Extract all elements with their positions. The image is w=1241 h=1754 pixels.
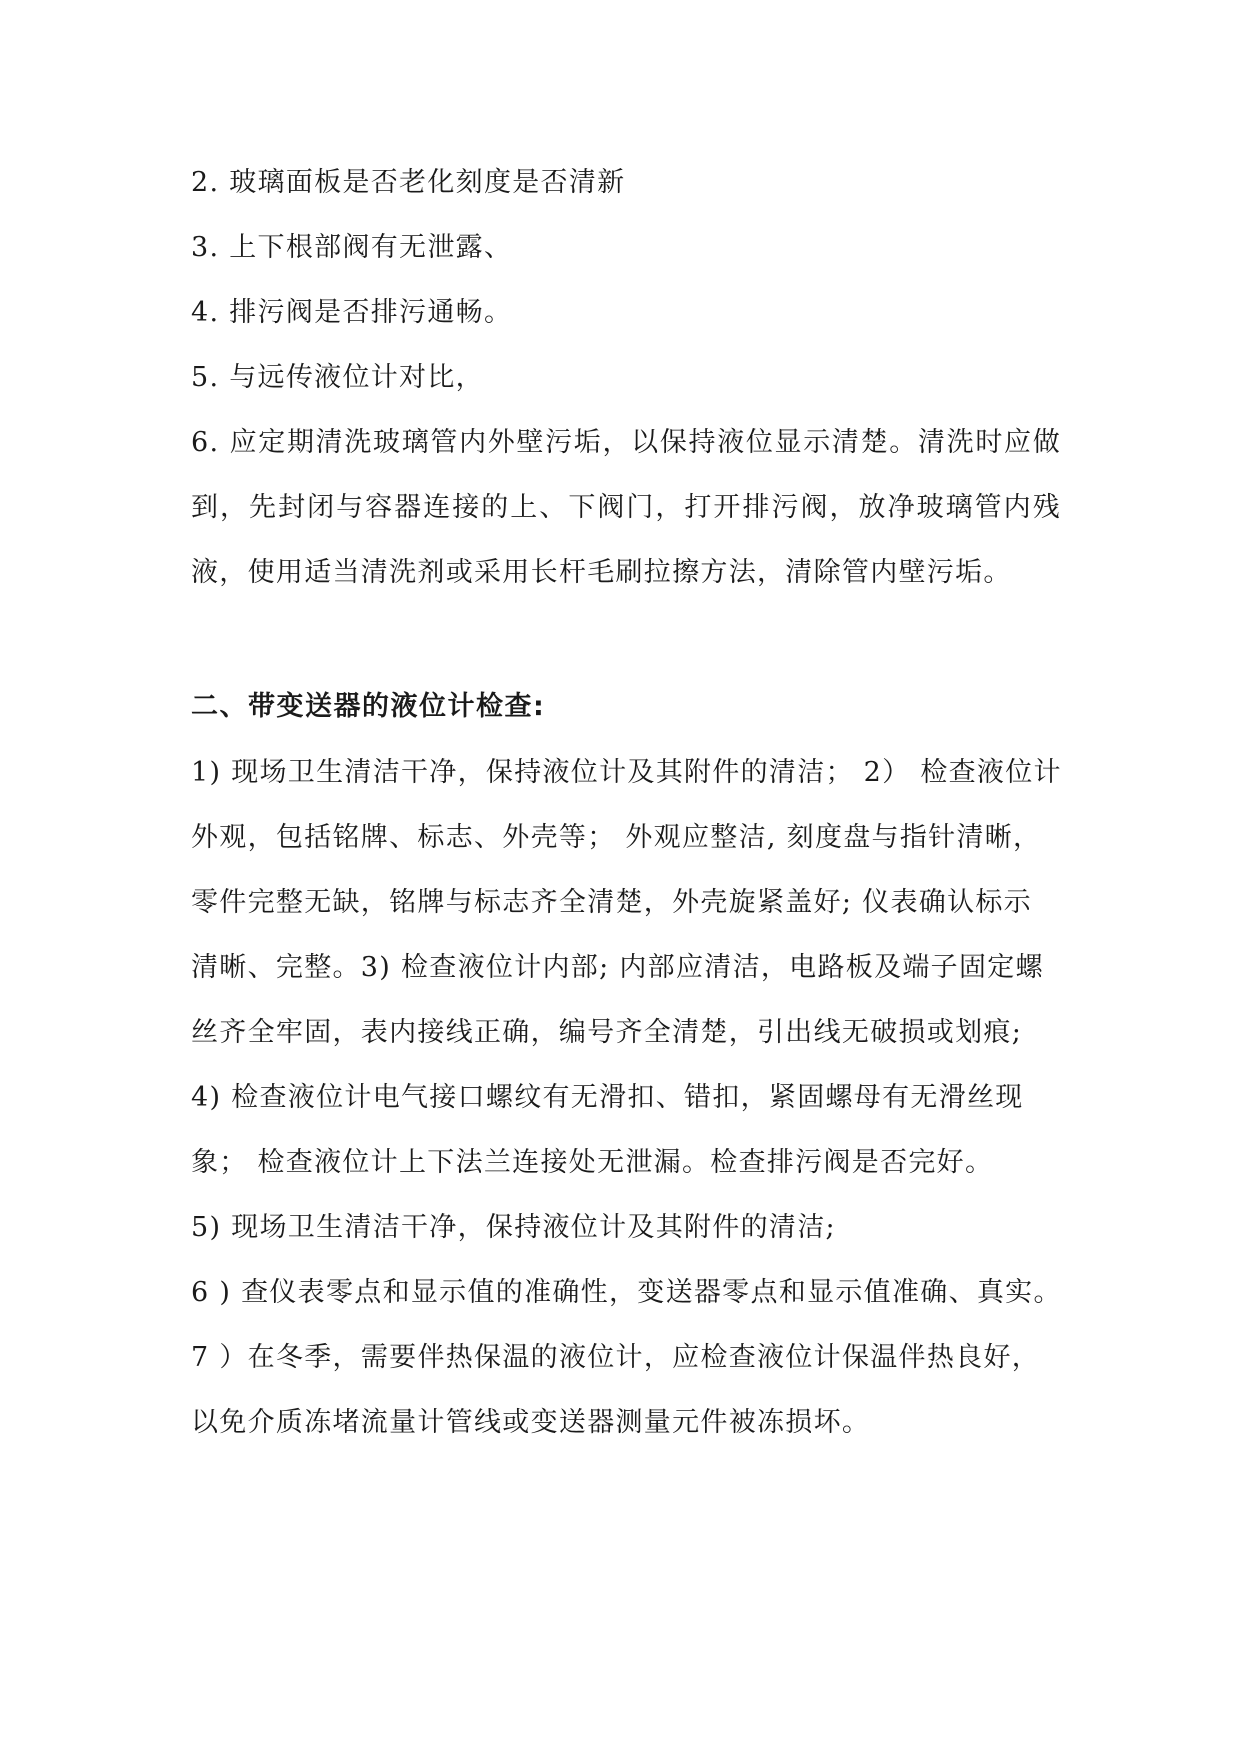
paragraph-line: 丝齐全牢固，表内接线正确，编号齐全清楚，引出线无破损或划痕; [191,1017,1023,1048]
paragraph-line: 5) 现场卫生清洁干净，保持液位计及其附件的清洁; [191,1212,836,1243]
item-6-line-3: 液，使用适当清洗剂或采用长杆毛刷拉擦方法，清除管内壁污垢。 [191,557,1012,588]
paragraph-line: 清晰、完整。3) 检查液位计内部; 内部应清洁，电路板及端子固定螺 [191,952,1044,983]
paragraph-line: 外观，包括铭牌、标志、外壳等； 外观应整洁, 刻度盘与指针清晰， [191,822,1042,853]
item-2-line: 2. 玻璃面板是否老化刻度是否清新 [191,167,626,198]
section-heading: 二、带变送器的液位计检查: [191,691,546,722]
paragraph-line: 6 ) 查仪表零点和显示值的准确性，变送器零点和显示值准确、真实。 [191,1277,1062,1308]
item-3-line: 3. 上下根部阀有无泄露、 [191,232,513,263]
item-4-line: 4. 排污阀是否排污通畅。 [191,297,513,328]
paragraph-line: 零件完整无缺，铭牌与标志齐全清楚，外壳旋紧盖好; 仪表确认标示 [191,887,1032,918]
paragraph-line: 4) 检查液位计电气接口螺纹有无滑扣、错扣，紧固螺母有无滑丝现 [191,1082,1024,1113]
item-6-line-1: 6. 应定期清洗玻璃管内外壁污垢，以保持液位显示清楚。清洗时应做 [191,427,1061,458]
paragraph-line: 1) 现场卫生清洁干净，保持液位计及其附件的清洁； 2） 检查液位计 [191,757,1062,788]
item-5-line: 5. 与远传液位计对比， [191,362,484,393]
paragraph-line: 7 ）在冬季，需要伴热保温的液位计，应检查液位计保温伴热良好， [191,1342,1041,1373]
paragraph-line: 以免介质冻堵流量计管线或变送器测量元件被冻损坏。 [191,1407,871,1438]
item-6-line-2: 到，先封闭与容器连接的上、下阀门，打开排污阀，放净玻璃管内残 [191,492,1061,523]
paragraph-line: 象； 检查液位计上下法兰连接处无泄漏。检查排污阀是否完好。 [191,1147,994,1178]
